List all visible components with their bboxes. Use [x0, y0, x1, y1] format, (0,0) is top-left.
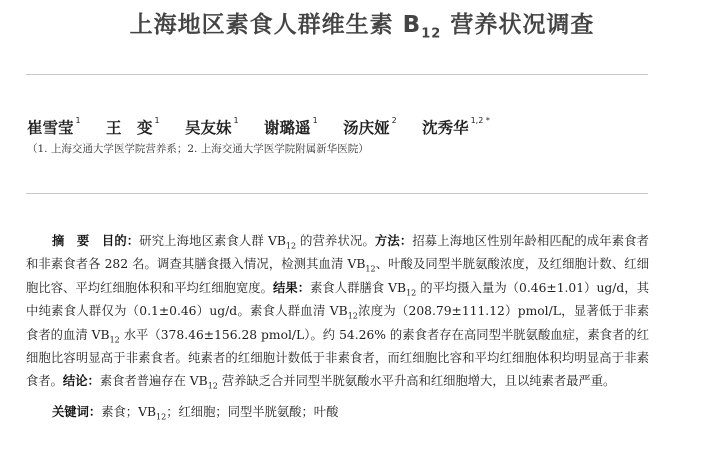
keywords-text: 素食；VB	[101, 405, 157, 419]
subscript: 12	[156, 412, 167, 422]
methods-text: 、叶酸及同型半胱氨酸浓度，及红细胞计数、红细胞比容、平均红细胞体积和平均红细胞宽度。	[26, 257, 649, 295]
results-text: 浓度为（208.79±111.12）pmol/L，显著低于非素食者的血清 VB	[26, 304, 650, 342]
methods-text: 招募上海地区性别年龄相匹配的成年素食者和非素食者各 282 名。调查其膳食摄入情况，检测其血清 VB	[26, 234, 649, 272]
methods-label: 方法：	[374, 234, 413, 248]
subscript: 12	[207, 381, 218, 391]
author-affil-mark: 1	[233, 116, 239, 125]
results-text: 素食人群膳食 VB	[310, 280, 407, 295]
keywords-label: 关键词：	[52, 405, 102, 419]
author-name: 吴友妹	[185, 119, 232, 137]
conclusion-text: 营养缺乏合并同型半胱氨酸水平升高和红细胞增大，且以纯素者最严重。	[217, 374, 616, 389]
results-label: 结果：	[273, 280, 311, 295]
author-name: 沈秀华	[422, 119, 469, 137]
conclusion-text: 素食者普遍存在 VB	[99, 374, 208, 389]
subscript: 12	[109, 335, 120, 345]
results-text: 水平（378.46±156.28 pmol/L）。约 54.26% 的素食者存在高同型半胱氨酸血症，素食者的红细胞比容明显高于非素食者。纯素者的红细胞计数低于非素食者，而红细胞比容和平均红细胞体积均明显高于非素食者。	[26, 327, 649, 389]
affiliations: （1. 上海交通大学医学院营养系；2. 上海交通大学医学院附属新华医院）	[27, 143, 369, 155]
title-main: 上海地区素食人群维生素 B	[129, 12, 422, 38]
author-affil-mark: 1,2 *	[470, 116, 490, 125]
middle-divider	[26, 193, 648, 194]
author	[185, 116, 239, 137]
author-affil-mark: 1	[154, 116, 160, 125]
abstract-label: 摘 要	[52, 234, 90, 248]
subscript: 12	[285, 241, 297, 251]
author-affil-mark: 1	[312, 116, 318, 125]
author-list	[27, 116, 510, 138]
keywords-text: ；红细胞；同型半胱氨酸；叶酸	[166, 405, 339, 419]
abstract	[26, 230, 649, 394]
objective-text: 研究上海地区素食人群 VB	[139, 234, 286, 248]
author-affil-mark: 1	[75, 116, 81, 125]
subscript: 12	[406, 288, 417, 298]
author-name: 谢璐遥	[264, 119, 311, 137]
subscript: 12	[365, 264, 376, 274]
author	[264, 116, 318, 137]
top-divider	[26, 74, 648, 75]
title-tail: 营养状况调查	[441, 12, 595, 38]
paper-title	[0, 6, 724, 42]
author-name: 王 变	[106, 119, 153, 137]
author	[106, 116, 160, 137]
subscript: 12	[347, 311, 358, 321]
conclusion-label: 结论：	[62, 374, 100, 389]
author	[343, 116, 397, 137]
author-name: 崔雪莹	[27, 119, 74, 137]
author	[422, 116, 490, 137]
objective-label: 目的：	[101, 234, 140, 248]
author	[27, 116, 81, 137]
author-name: 汤庆娅	[343, 119, 390, 137]
author-affil-mark: 2	[391, 116, 397, 125]
results-text: 的平均摄入量为（0.46±1.01）ug/d，其中纯素食人群仅为（0.1±0.46）ug/d。素食人群血清 VB	[26, 280, 649, 319]
objective-text: 的营养状况。	[296, 234, 375, 248]
title-subscript: 12	[421, 26, 442, 42]
keywords	[52, 402, 338, 421]
